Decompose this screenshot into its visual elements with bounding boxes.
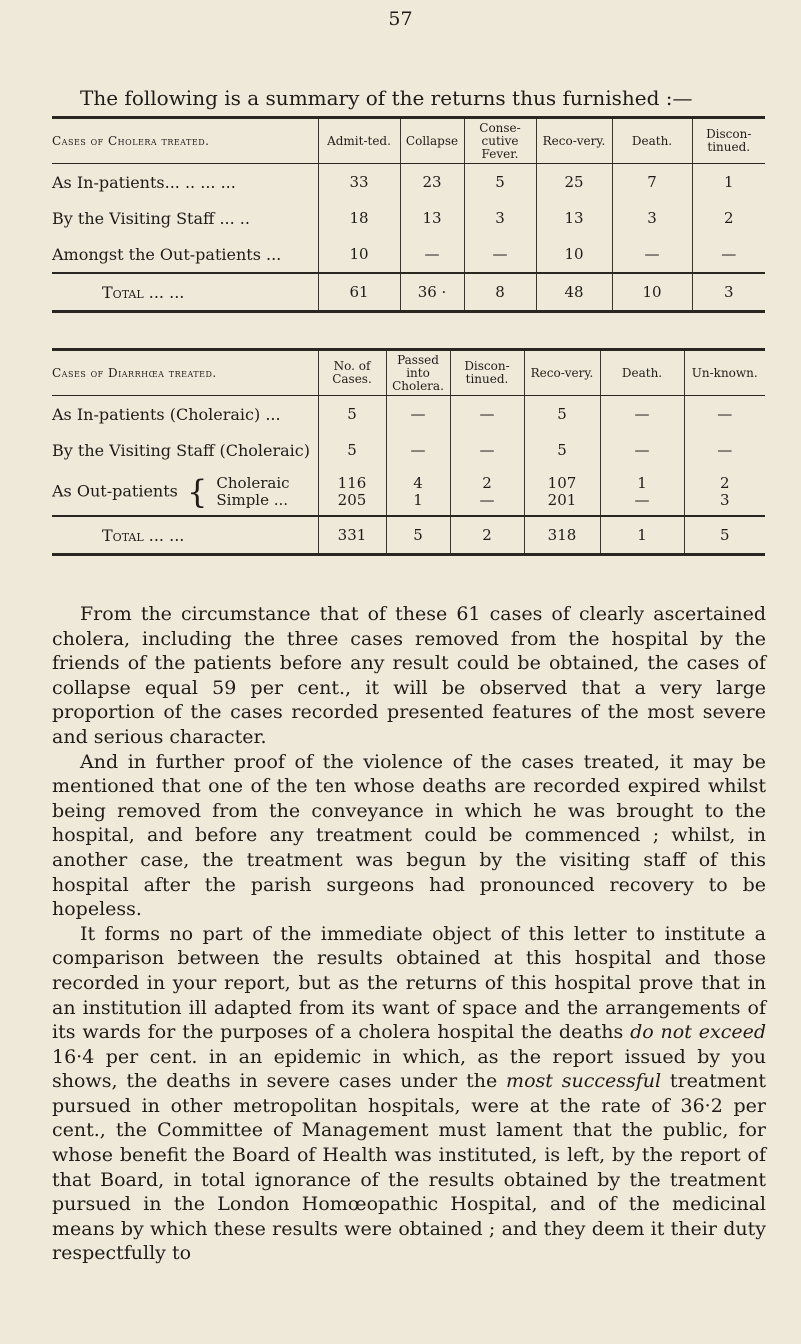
- cell: 3: [612, 200, 692, 236]
- paragraph: From the circumstance that of these 61 cases of clearly ascertained cholera, including the three cases removed from the hospital by the friends of the patients before any result could be obtained, the cases of collapse equal 59 per cent., it will be observed that a very large proportion of the cases recorded presented features of the most severe and serious character.: [52, 603, 766, 748]
- intro-line: The following is a summary of the returns thus furnished :—: [80, 86, 693, 110]
- cell: —: [464, 236, 536, 273]
- cell: 107: [547, 473, 577, 492]
- cell: —: [612, 236, 692, 273]
- cell: 318: [524, 516, 600, 555]
- row-label: As In-patients (Choleraic) ...: [52, 404, 281, 424]
- col-header: Death.: [612, 118, 692, 164]
- paragraph: [52, 922, 766, 1266]
- table-row: [52, 200, 765, 236]
- cell: 331: [318, 516, 386, 555]
- cell: —: [450, 432, 524, 468]
- emphasis: most successful: [506, 1070, 662, 1093]
- cell: —: [400, 236, 464, 273]
- emphasis: do not exceed: [630, 1021, 766, 1044]
- cell: 8: [464, 273, 536, 312]
- cell: 1: [692, 164, 765, 201]
- cell: 10: [318, 236, 400, 273]
- cell: 13: [536, 200, 612, 236]
- cell: 116: [337, 473, 367, 492]
- body-text: [52, 602, 766, 1266]
- cell: 36 ·: [400, 273, 464, 312]
- col-header: Collapse: [400, 118, 464, 164]
- cell: 1: [413, 490, 423, 509]
- cell: 2: [450, 516, 524, 555]
- col-header: Passed into Cholera.: [386, 350, 450, 396]
- cell: 2: [692, 200, 765, 236]
- cell: 2: [482, 473, 492, 492]
- col-header: Cases of Diarrhœa treated.: [52, 350, 318, 396]
- page-number: 57: [388, 8, 413, 30]
- cell: 33: [318, 164, 400, 201]
- sub-label: Simple ...: [216, 490, 289, 509]
- row-label: [52, 468, 318, 516]
- total-label: Total ... ...: [52, 273, 318, 312]
- cell: 25: [536, 164, 612, 201]
- cell: 48: [536, 273, 612, 312]
- table-row: [52, 236, 765, 273]
- cell: —: [479, 490, 495, 509]
- cell: 5: [386, 516, 450, 555]
- brace-glyph: {: [186, 472, 208, 511]
- col-header: Reco-very.: [536, 118, 612, 164]
- col-header: Cases of Cholera treated.: [52, 118, 318, 164]
- cell: 205: [337, 490, 367, 509]
- cell: —: [684, 396, 765, 433]
- col-header: Reco-very.: [524, 350, 600, 396]
- cell: 7: [612, 164, 692, 201]
- table-row: [52, 432, 765, 468]
- col-header: Conse-cutive Fever.: [464, 118, 536, 164]
- cell: 3: [719, 490, 730, 509]
- table-row: [52, 396, 765, 433]
- cell: —: [600, 432, 684, 468]
- cell: 10: [612, 273, 692, 312]
- text-run: It forms no part of the immediate object of this letter to institute a comparison between the results obtained at this hospital and those recorded in your report, but as the returns of this hospital prove that in an institution ill adapted from its want of space and the arrangements of its wards for the purposes of a cholera hospital the deaths: [52, 922, 766, 1044]
- cell: 5: [524, 396, 600, 433]
- cell: 3: [692, 273, 765, 312]
- sub-label: Choleraic: [216, 473, 290, 492]
- cell: 18: [318, 200, 400, 236]
- cell: 23: [400, 164, 464, 201]
- cell: 10: [536, 236, 612, 273]
- cell: 5: [524, 432, 600, 468]
- cell: 1: [600, 516, 684, 555]
- row-label: By the Visiting Staff (Choleraic): [52, 440, 310, 460]
- cell: 61: [318, 273, 400, 312]
- cell: 5: [464, 164, 536, 201]
- cell: 5: [318, 432, 386, 468]
- cholera-table: [52, 116, 765, 313]
- cell: —: [386, 432, 450, 468]
- row-label: By the Visiting Staff ... ..: [52, 208, 250, 228]
- text-run: treatment pursued in other metropolitan hospitals, were at the rate of 36·2 per cent., the Committee of Management must lament that the public, for whose benefit the Board of Health was instituted, is left, by the report of that Board, in total ignorance of the results obtained by the treatment pursued in the London Homœopathic Hospital, and of the medicinal means by which these results were obtained ; and they deem it their duty respectfully to: [52, 1070, 766, 1265]
- cell: —: [684, 432, 765, 468]
- cell: —: [450, 396, 524, 433]
- diarrhoea-table: [52, 348, 765, 556]
- col-header: Discon-tinued.: [450, 350, 524, 396]
- total-row: [52, 273, 765, 312]
- total-label: Total ... ...: [52, 516, 318, 555]
- row-label: Amongst the Out-patients ...: [52, 244, 282, 264]
- total-row: [52, 516, 765, 555]
- cell: 5: [684, 516, 765, 555]
- cell: —: [634, 490, 650, 509]
- cell: —: [600, 396, 684, 433]
- cell: 13: [400, 200, 464, 236]
- cell: 4: [413, 473, 423, 492]
- cell: —: [386, 396, 450, 433]
- cell: 1: [637, 473, 647, 492]
- col-header: Death.: [600, 350, 684, 396]
- cell: —: [692, 236, 765, 273]
- table-row: [52, 468, 765, 516]
- cell: 5: [318, 396, 386, 433]
- col-header: Admit-ted.: [318, 118, 400, 164]
- col-header: No. of Cases.: [318, 350, 386, 396]
- cell: 3: [464, 200, 536, 236]
- out-patients-label: As Out-patients: [52, 481, 178, 500]
- cell: 201: [547, 490, 577, 509]
- text-run: 16·4 per cent. in an epidemic in which, as the report issued by you shows, the deaths in severe cases under the: [52, 1045, 766, 1093]
- table-row: [52, 164, 765, 201]
- col-header: Discon-tinued.: [692, 118, 765, 164]
- col-header: Un-known.: [684, 350, 765, 396]
- row-label: As In-patients... .. ... ...: [52, 172, 236, 192]
- paragraph: And in further proof of the violence of the cases treated, it may be mentioned that one of the ten whose deaths are recorded expired whilst being removed from the conveyance in which he was brought to the hospital, and before any treatment could be commenced ; whilst, in another case, the treatment was begun by the visiting staff of this hospital after the parish surgeons had pronounced recovery to be hopeless.: [52, 750, 766, 921]
- cell: 2: [719, 473, 730, 492]
